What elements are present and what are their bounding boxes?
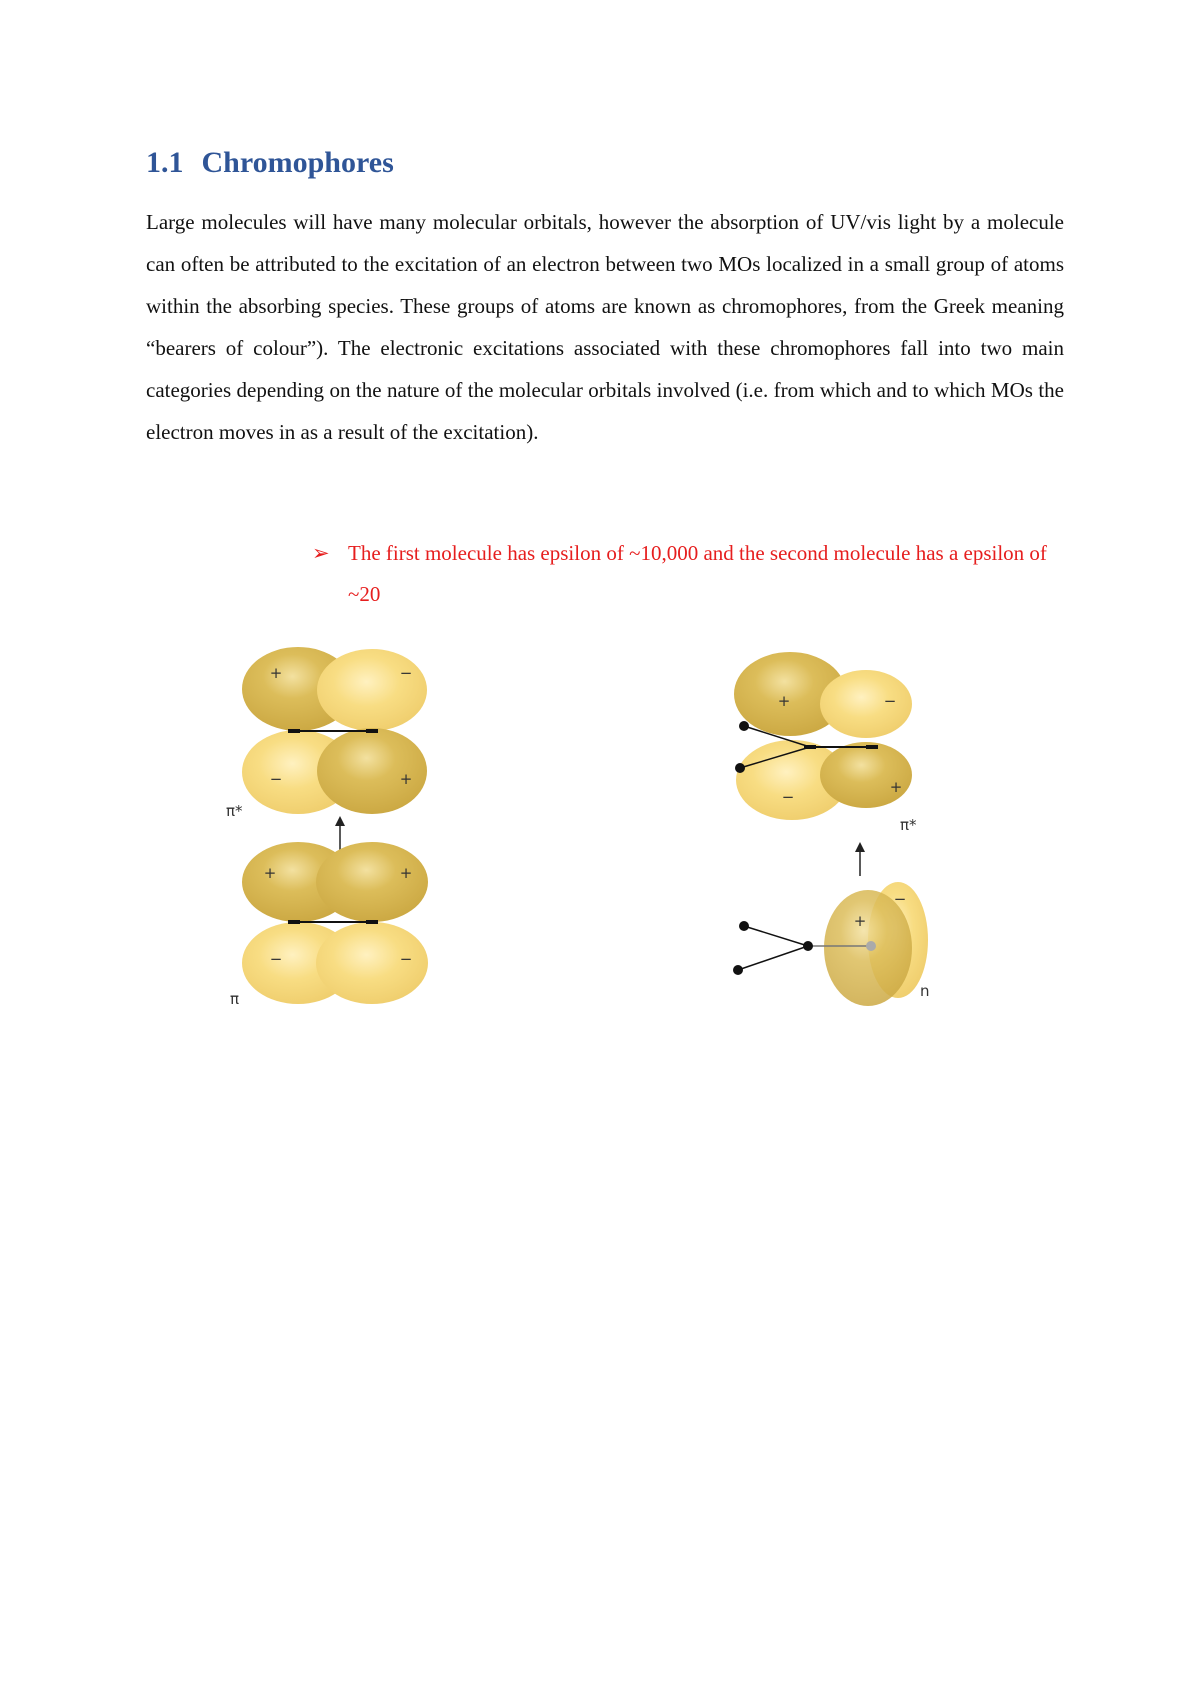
pi-label: π <box>230 990 240 1008</box>
note-text: The first molecule has epsilon of ~10,000 and the second molecule has a epsilon of ~20 <box>348 541 1047 606</box>
n-to-pi-star-diagram <box>728 650 958 1020</box>
n-orbital <box>733 882 928 1006</box>
sign-plus: + <box>399 770 413 788</box>
sign-minus: − <box>399 664 413 682</box>
substituent-bond <box>738 946 808 970</box>
sign-plus: + <box>853 912 867 930</box>
sign-plus: + <box>399 864 413 882</box>
section-title: Chromophores <box>201 146 394 179</box>
substituent-atom <box>739 721 749 731</box>
pi-star-orbital <box>734 652 912 820</box>
body-paragraph: Large molecules will have many molecular orbitals, however the absorption of UV/vis light by a molecule can often be attributed to the excitation of an electron between two MOs localized in a small group of atoms within the absorbing species. These groups of atoms are known as chromophores, from the Greek meaning “bearers of colour”). The electronic excitations associated with these chromophores fall into two main categories depending on the nature of the molecular orbitals involved (i.e. from which and to which MOs the electron moves in as a result of the excitation). <box>146 210 1064 444</box>
substituent-bond <box>744 926 808 946</box>
sign-plus: + <box>777 692 791 710</box>
lobe-top-right <box>820 670 912 738</box>
sign-plus: + <box>889 778 903 796</box>
pi-star-label: π* <box>226 802 243 820</box>
atom-center <box>866 941 876 951</box>
atom-right <box>366 920 378 924</box>
substituent-atom <box>735 763 745 773</box>
n-label: n <box>920 982 930 1000</box>
atom-left <box>288 920 300 924</box>
pi-star-orbital <box>242 647 427 814</box>
excitation-arrow-icon <box>335 816 345 850</box>
bullet-arrow-icon: ➢ <box>312 541 330 565</box>
pi-star-label: π* <box>900 816 917 834</box>
lobe-top-right <box>316 842 428 922</box>
atom-right <box>366 729 378 733</box>
sign-minus: − <box>269 770 283 788</box>
section-number: 1.1 <box>146 146 184 179</box>
pi-to-pi-star-diagram <box>226 640 456 1020</box>
substituent-atom <box>733 965 743 975</box>
atom-oxygen <box>866 745 878 749</box>
note-bullet <box>312 533 1064 615</box>
sign-minus: − <box>269 950 283 968</box>
atom-nitrogen <box>803 941 813 951</box>
sign-minus: − <box>399 950 413 968</box>
sign-plus: + <box>263 864 277 882</box>
atom-left <box>288 729 300 733</box>
sign-plus: + <box>269 664 283 682</box>
substituent-atom <box>739 921 749 931</box>
sign-minus: − <box>883 692 897 710</box>
sign-minus: − <box>781 788 795 806</box>
lobe-bottom-right <box>820 742 912 808</box>
sign-minus: − <box>893 890 907 908</box>
pi-orbital <box>242 842 428 1004</box>
lobe-top-right <box>317 649 427 731</box>
excitation-arrow-icon <box>855 842 865 876</box>
section-heading <box>146 146 394 180</box>
